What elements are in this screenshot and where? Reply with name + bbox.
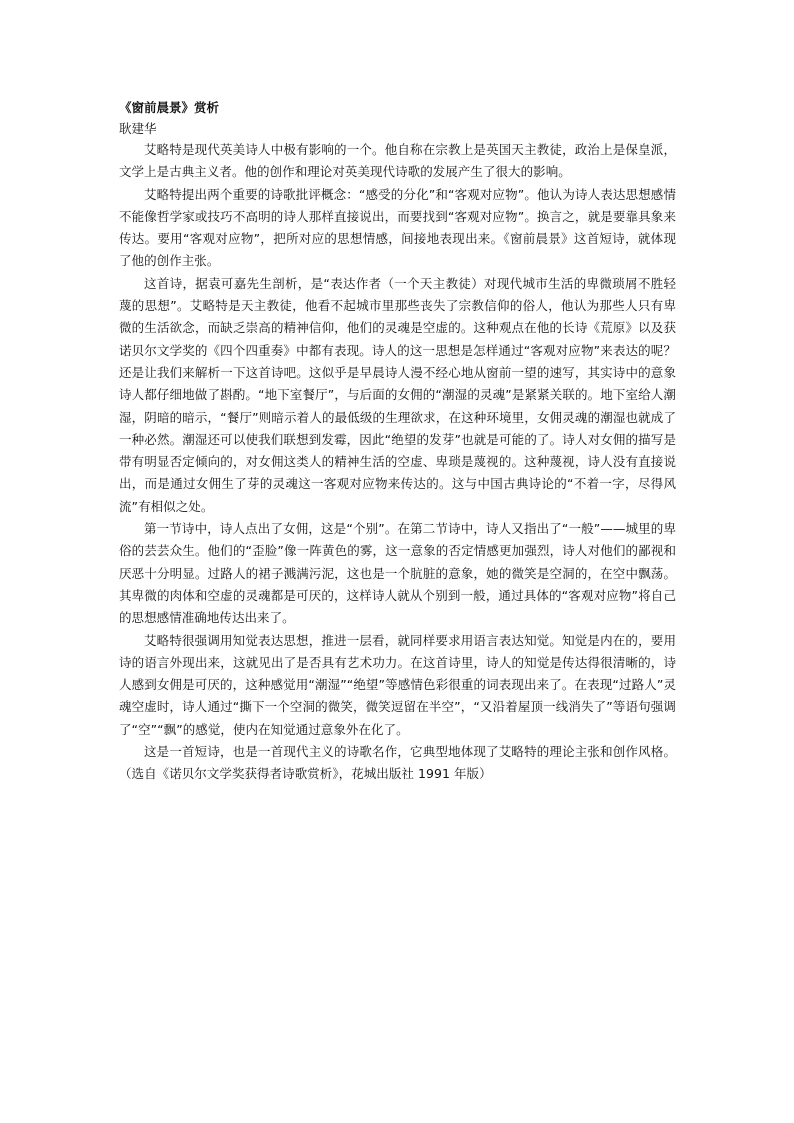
paragraph-3: 这首诗，据袁可嘉先生剖析，是“表达作者（一个天主教徒）对现代城市生活的卑微琐屑不胜轻蔑的思想”。艾略特是天主教徒，他看不起城市里那些丧失了宗教信仰的俗人，他认为那些人只有卑微的生活欲念，而缺乏崇高的精神信仰，他们的灵魂是空虚的。这种观点在他的长诗《荒原》以及获诺贝尔文学奖的《四个四重奏》中都有表现。诗人的这一思想是怎样通过“客观对应物”来表达的呢？还是让我们来解析一下这首诗吧。这似乎是早晨诗人漫不经心地从窗前一望的速写，其实诗中的意象诗人都仔细地做了斟酌。“地下室餐厅”，与后面的女佣的“潮湿的灵魂”是紧紧关联的。地下室给人潮湿，阴暗的暗示，“餐厅”则暗示着人的最低级的生理欲求，在这种环境里，女佣灵魂的潮湿也就成了一种必然。潮湿还可以使我们联想到发霉，因此“绝望的发芽”也就是可能的了。诗人对女佣的描写是带有明显否定倾向的，对女佣这类人的精神生活的空虚、卑琐是蔑视的。这种蔑视，诗人没有直接说出，而是通过女佣生了芽的灵魂这一客观对应物来传达的。这与中国古典诗论的“不着一字，尽得风流”有相似之处。 [119,275,676,514]
article-author: 耿建华 [119,121,157,136]
paragraph-1: 艾略特是现代英美诗人中极有影响的一个。他自称在宗教上是英国天主教徒，政治上是保皇派，文学上是古典主义者。他的创作和理论对英美现代诗歌的发展产生了很大的影响。 [119,142,676,180]
paragraph-2: 艾略特提出两个重要的诗歌批评概念：“感受的分化”和“客观对应物”。他认为诗人表达思想感情不能像哲学家或技巧不高明的诗人那样直接说出，而要找到“客观对应物”。换言之，就是要靠具象来传达。要用“客观对应物”，把所对应的思想情感，间接地表现出来。《窗前晨景》这首短诗，就体现了他的创作主张。 [119,186,676,269]
paragraph-5: 艾略特很强调用知觉表达思想，推进一层看，就同样要求用语言表达知觉。知觉是内在的，要用诗的语言外现出来，这就见出了是否具有艺术功力。在这首诗里，诗人的知觉是传达得很清晰的，诗人感到女佣是可厌的，这种感觉用“潮湿”“绝望”等感情色彩很重的词表现出来了。在表现“过路人”灵魂空虚时，诗人通过“撕下一个空洞的微笑，微笑逗留在半空”，“又沿着屋顶一线消失了”等语句强调了“空”“飘”的感觉，使内在知觉通过意象外在化了。 [119,632,676,737]
paragraph-4: 第一节诗中，诗人点出了女佣，这是“个别”。在第二节诗中，诗人又指出了“一般”——城里的卑俗的芸芸众生。他们的“歪脸”像一阵黄色的雾，这一意象的否定情感更加强烈，诗人对他们的鄙视和厌恶十分明显。过路人的裙子溅满污泥，这也是一个肮脏的意象，她的微笑是空洞的，在空中飘荡。其卑微的肉体和空虚的灵魂都是可厌的，这样诗人就从个别到一般，通过具体的“客观对应物”将自己的思想感情准确地传达出来了。 [119,521,676,626]
article [119,97,676,786]
paragraph-6: 这是一首短诗，也是一首现代主义的诗歌名作，它典型地体现了艾略特的理论主张和创作风格。（选自《诺贝尔文学奖获得者诗歌赏析》，花城出版社 1991 年版） [119,744,676,782]
article-title: 《窗前晨景》赏析 [119,100,220,115]
